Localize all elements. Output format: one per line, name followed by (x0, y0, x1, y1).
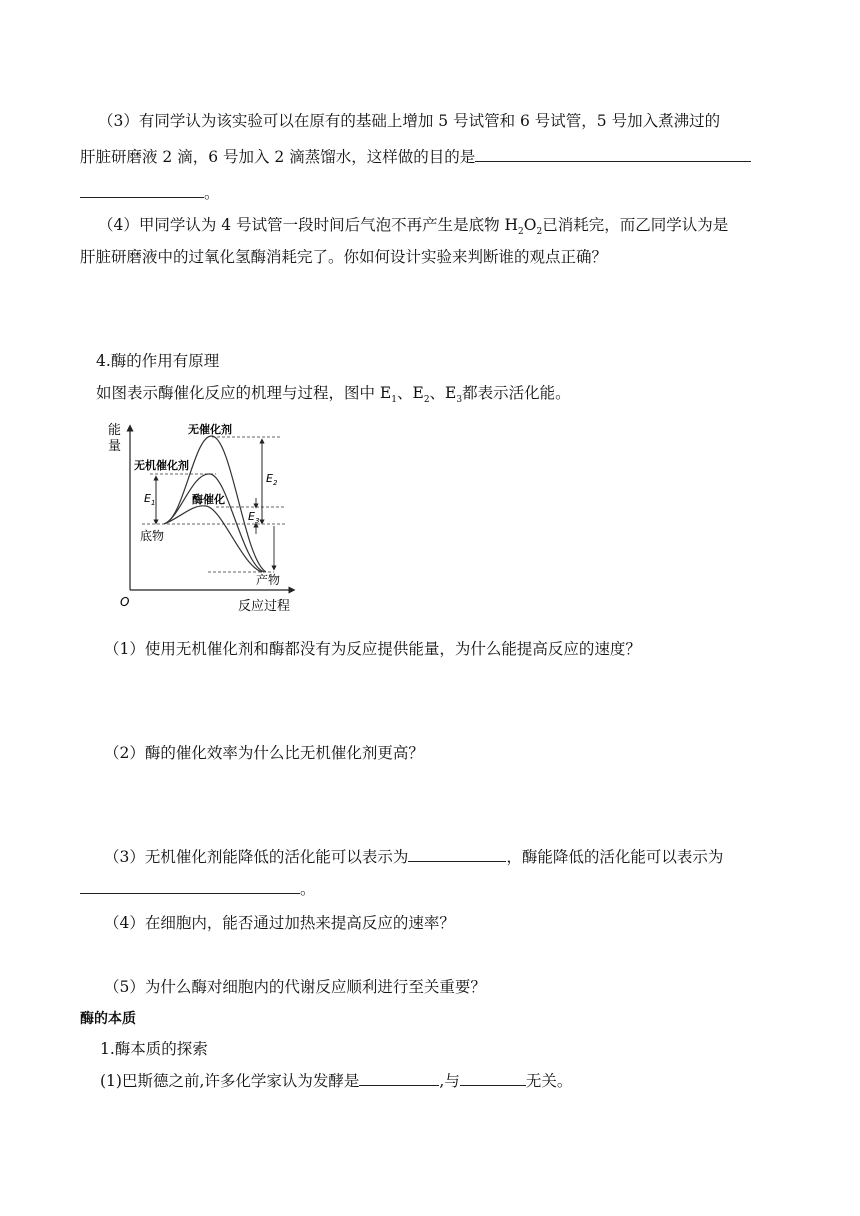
question-2: （2）酶的催化效率为什么比无机催化剂更高？ (104, 744, 424, 762)
nature-heading: 酶的本质 (80, 1011, 136, 1027)
enzyme-label: 酶催化 (192, 493, 225, 506)
q3-answer-blank[interactable] (475, 146, 751, 162)
question-5: （5）为什么酶对细胞内的代谢反应顺利进行至关重要？ (104, 978, 486, 996)
q4-line1: （4）甲同学认为 4 号试管一段时间后气泡不再产生是底物 $H_2O_2$已消耗完，而乙同学认为是 (98, 216, 729, 238)
q3-line2: 肝脏研磨液 2 滴，6 号加入 2 滴蒸馏水，这样做的目的是 (80, 146, 751, 168)
question-3-line2: 。 (80, 878, 316, 900)
x-axis-label: 反应过程 (238, 599, 291, 614)
e2-label: $E_2$ (266, 472, 278, 487)
fermentation-blank-2[interactable] (460, 1070, 526, 1086)
section4-intro: 如图表示酶催化反应的机理与过程，图中 $E_1$、$E_2$、$E_3$都表示活化能。 (96, 384, 571, 406)
question-4: （4）在细胞内，能否通过加热来提高反应的速率？ (104, 914, 455, 932)
substrate-label: 底物 (140, 529, 165, 543)
q3-line3: 。 (80, 182, 220, 204)
section4-title: 4.酶的作用有原理 (96, 352, 220, 370)
q3-line1: （3）有同学认为该实验可以在原有的基础上增加 5 号试管和 6 号试管，5 号加入煮沸过的 (98, 112, 721, 130)
origin-label: O (120, 595, 130, 609)
no-catalyst-label: 无催化剂 (188, 423, 232, 436)
e3-label: $E_3$ (248, 510, 260, 525)
activation-energy-diagram (104, 414, 304, 616)
nature-subheading: 1.酶本质的探索 (100, 1040, 208, 1058)
product-label: 产物 (256, 573, 281, 587)
question-1: （1）使用无机催化剂和酶都没有为反应提供能量，为什么能提高反应的速度？ (104, 640, 641, 658)
y-axis-label-1: 能 (108, 423, 122, 438)
q3-inorganic-blank[interactable] (408, 846, 506, 862)
q3-enzyme-blank[interactable] (80, 878, 300, 894)
question-3-line1: （3）无机催化剂能降低的活化能可以表示为 ，酶能降低的活化能可以表示为 (104, 848, 724, 866)
e1-label: $E_1$ (144, 492, 156, 507)
nature-item-1: (1)巴斯德之前,许多化学家认为发酵是 ,与 无关。 (100, 1072, 573, 1090)
q3-answer-blank-2[interactable] (80, 182, 204, 198)
inorganic-catalyst-label: 无机催化剂 (134, 459, 189, 472)
y-axis-label-2: 量 (108, 439, 122, 454)
q4-line2: 肝脏研磨液中的过氧化氢酶消耗完了。你如何设计实验来判断谁的观点正确？ (80, 248, 608, 266)
fermentation-blank-1[interactable] (359, 1070, 439, 1086)
